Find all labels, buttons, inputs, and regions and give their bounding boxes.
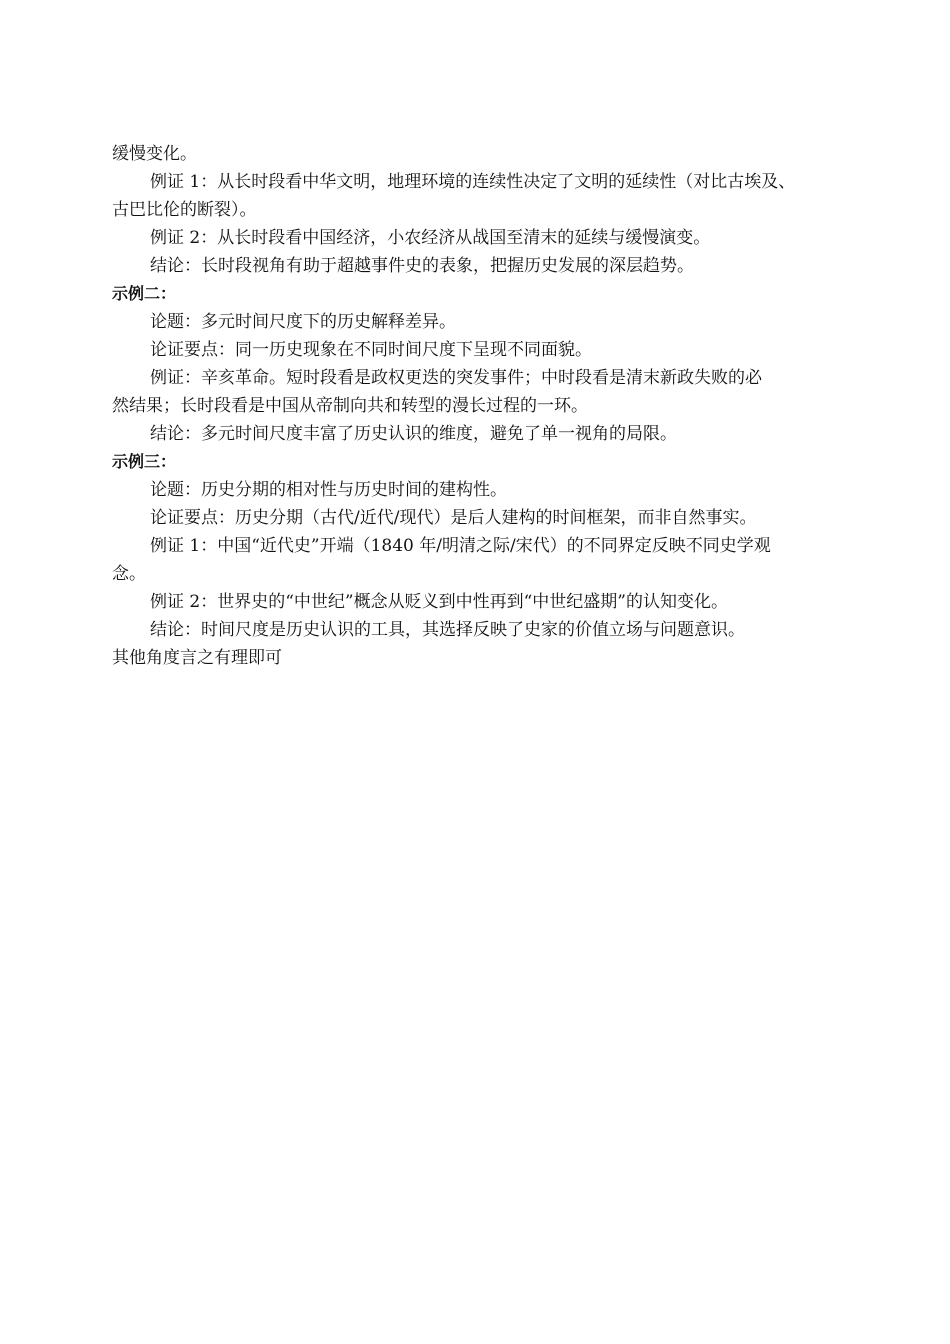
text-line: 论证要点：历史分期（古代/近代/现代）是后人建构的时间框架，而非自然事实。 xyxy=(150,508,757,528)
text-line: 论题：多元时间尺度下的历史解释差异。 xyxy=(150,312,456,332)
text-line: 例证：辛亥革命。短时段看是政权更迭的突发事件；中时段看是清末新政失败的必 xyxy=(150,368,762,388)
text-line: 例证 2：从长时段看中国经济，小农经济从战国至清末的延续与缓慢演变。 xyxy=(150,228,711,248)
text-line: 缓慢变化。 xyxy=(112,144,197,164)
text-line: 论题：历史分期的相对性与历史时间的建构性。 xyxy=(150,480,507,500)
section-heading: 示例二： xyxy=(112,284,177,303)
text-line: 论证要点：同一历史现象在不同时间尺度下呈现不同面貌。 xyxy=(150,340,592,360)
text-line: 结论：多元时间尺度丰富了历史认识的维度，避免了单一视角的局限。 xyxy=(150,424,677,444)
section-heading: 示例三： xyxy=(112,452,177,471)
closing-note: 其他角度言之有理即可 xyxy=(112,648,282,668)
text-line: 古巴比伦的断裂）。 xyxy=(112,200,257,220)
text-line: 然结果；长时段看是中国从帝制向共和转型的漫长过程的一环。 xyxy=(112,396,588,416)
text-line: 例证 2：世界史的“中世纪”概念从贬义到中性再到“中世纪盛期”的认知变化。 xyxy=(150,592,728,612)
document-body xyxy=(112,140,842,672)
text-line: 念。 xyxy=(112,564,146,584)
text-line: 例证 1：从长时段看中华文明，地理环境的连续性决定了文明的延续性（对比古埃及、 xyxy=(150,172,796,192)
text-line: 结论：长时段视角有助于超越事件史的表象，把握历史发展的深层趋势。 xyxy=(150,256,694,276)
text-line: 结论：时间尺度是历史认识的工具，其选择反映了史家的价值立场与问题意识。 xyxy=(150,620,745,640)
text-line: 例证 1：中国“近代史”开端（1840 年/明清之际/宋代）的不同界定反映不同史学观 xyxy=(150,536,771,556)
